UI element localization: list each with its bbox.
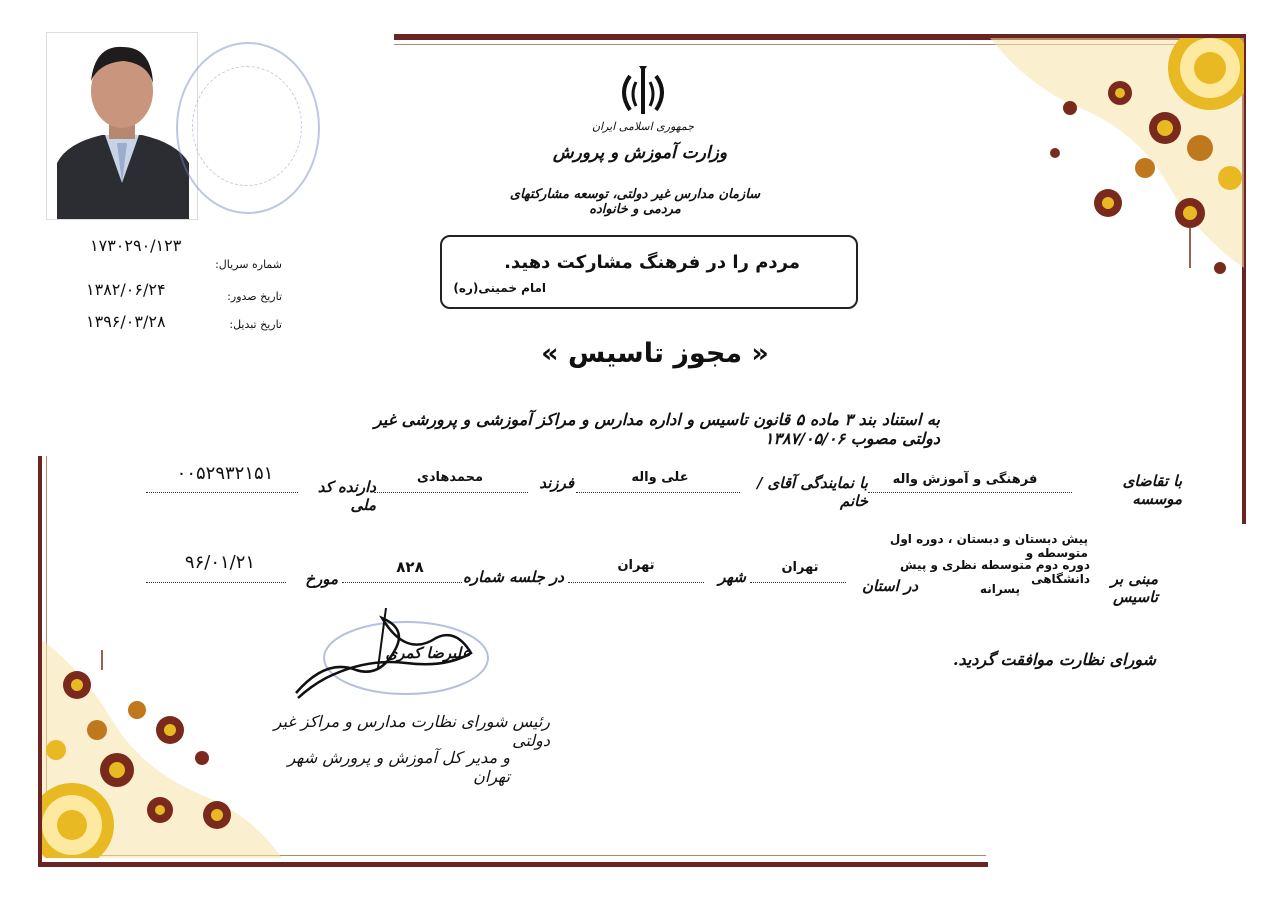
national-id-value: ۰۰۵۲۹۳۲۱۵۱ [176,463,274,484]
representative-value: علی واله [631,470,689,485]
header-ministry: وزارت آموزش و پرورش [552,143,728,163]
date-underline [146,582,286,583]
serial-label: شماره سریال: [215,258,282,271]
session-label: در جلسه شماره [463,568,564,586]
change-date-label: تاریخ تبدیل: [229,318,282,331]
gender-value: پسرانه [979,582,1020,596]
father-value: محمدهادی [416,470,484,485]
official-seal-inner-ring [192,66,302,186]
national-id-label: دارنده کد ملی [317,478,376,514]
serial-value: ۱۷۳۰۲۹۰/۱۲۳ [90,236,182,255]
legal-basis-line: به استناد بند ۳ ماده ۵ قانون تاسیس و اداره مدارس و مراکز آموزشی و پرورشی غیر دولتی مصوب ۱۳۸۷/۰۵/۰۶ [374,410,940,448]
header-country: جمهوری اسلامی ایران [591,120,695,133]
top-right-ornament [990,38,1244,298]
national-id-underline [146,492,298,493]
representative-label: با نمایندگی آقای / خانم [756,474,868,510]
province-underline [750,582,846,583]
iran-emblem-icon [608,62,678,122]
frame-bottom-border [38,862,988,867]
signature-stamp-name: علیرضا کمری [385,644,471,662]
city-underline [568,582,704,583]
signatory-title-line-1: رئیس شورای نظارت مدارس و مراکز غیر دولتی [273,712,550,750]
issue-date-value: ۱۳۸۲/۰۶/۲۴ [86,280,166,299]
portrait-image [47,33,197,219]
header-organization: سازمان مدارس غیر دولتی، توسعه مشارکتهای مردمی و خانواده [509,187,761,217]
date-value: ۹۶/۰۱/۲۱ [184,552,256,573]
session-underline [342,582,462,583]
levels-line-1: پیش دبستان و دبستان ، دوره اول متوسطه و [889,532,1088,560]
issue-date-label: تاریخ صدور: [227,290,282,303]
province-value: تهران [781,560,819,575]
approval-text: شورای نظارت موافقت گردید. [952,650,1156,669]
date-label: مورخ [305,570,338,588]
levels-line-2: دوره دوم متوسطه نظری و پیش دانشگاهی [899,558,1090,586]
representative-underline [576,492,740,493]
certificate-title: « مجوز تاسیس » [541,338,769,369]
change-date-value: ۱۳۹۶/۰۳/۲۸ [86,312,166,331]
request-label: با تقاضای موسسه [1122,472,1182,508]
institute-value: فرهنگی و آموزش واله [892,472,1038,487]
motto-text: مردم را در فرهنگ مشارکت دهید. [504,252,800,273]
city-value: تهران [617,558,655,573]
father-underline [374,492,528,493]
institute-underline [868,492,1072,493]
motto-author: امام خمینی(ره) [453,281,546,295]
session-value: ۸۲۸ [396,558,424,576]
province-label: در استان [862,577,918,595]
establishment-basis-label: مبنی بر تاسیس [1110,570,1158,606]
child-of-label: فرزند [539,474,574,492]
city-label: شهر [718,568,746,586]
signatory-title-line-2: و مدیر کل آموزش و پرورش شهر تهران [287,748,510,786]
